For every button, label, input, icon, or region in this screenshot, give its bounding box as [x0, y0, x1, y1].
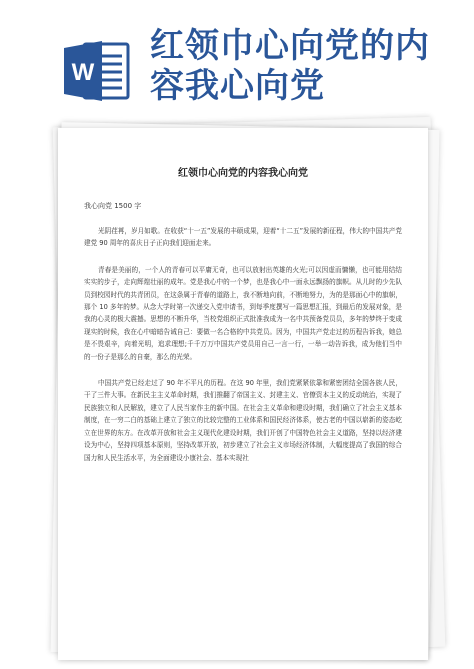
document-meta: 我心向党 1500 字	[84, 202, 142, 210]
page-title	[150, 26, 470, 106]
paragraph-2: 青春是美丽的，一个人的青春可以平庸无奇，也可以放射出英雄的火光;可以因虚而慵懒，也可能用结结实实的步子，走向辉煌壮丽的成年。党是我心中的一个梦，也是我心中一面永远飘扬的旗帜。从儿时的少先队员到校园时代的共青团员，在这条属于青春的道路上，我不断地向前，不断地努力，为的是那面心中的旗帜，那个 10 多年的梦。从念大学时第一次递交入党申请书，到每季度撰写一篇思想汇报，到最后的发展对象，是我的心灵的极大震撼。思想的不断升华，当校党组织正式批准我成为一名中共预备党员员，多年的梦终于变成现实的时候，我在心中暗暗告诫自己：要做一名合格的中共党员。因为，中国共产党走过的历程告诉我，她总是不畏艰辛，向着光明，追求理想;千千万万中国共产党员用自己一言一行，一举一动告诉我，成为他们当中的一份子是那么的自豪，那么的光荣。	[84, 265, 402, 361]
word-icon-letter: W	[71, 59, 95, 86]
word-document-icon-graphic	[62, 36, 132, 106]
document-preview	[50, 122, 440, 662]
paragraph-1: 光阴荏苒，岁月如歌。在收获“十一五”发展的丰硕成果，迎着“十二五”发展的新征程，伟大的中国共产党建党 90 周年的喜庆日子正向我们迎面走来。	[84, 227, 402, 248]
word-document-icon	[62, 36, 132, 106]
paragraph-3: 中国共产党已经走过了 90 年不平凡的历程。在这 90 年里，我们党紧紧依靠和紧密团结全国各族人民，干了三件大事。在新民主主义革命时期，我们推翻了帝国主义、封建主义、官僚资本主义的反动统治，实现了民族独立和人民解放，建立了人民当家作主的新中国。在社会主义革命和建设时期，我们确立了社会主义基本制度，在一穷二白的基础上建立了独立的比较完整的工业体系和国民经济体系，使古老的中国以崭新的姿态屹立在世界的东方。在改革开放和社会主义现代化建设时期，我们开创了中国特色社会主义道路，坚持以经济建设为中心，坚持四项基本原则，坚持改革开放，初步建立了社会主义市场经济体制，大幅度提高了我国的综合国力和人民生活水平，为全面建设小康社会、基本实现社	[84, 379, 402, 462]
page-title-line-1: 红领巾心向党的内	[150, 26, 430, 66]
document-title: 红领巾心向党的内容我心向党	[178, 168, 308, 179]
page-title-line-2: 容我心向党	[150, 66, 325, 106]
document-page	[58, 128, 428, 660]
document-header	[0, 0, 474, 118]
